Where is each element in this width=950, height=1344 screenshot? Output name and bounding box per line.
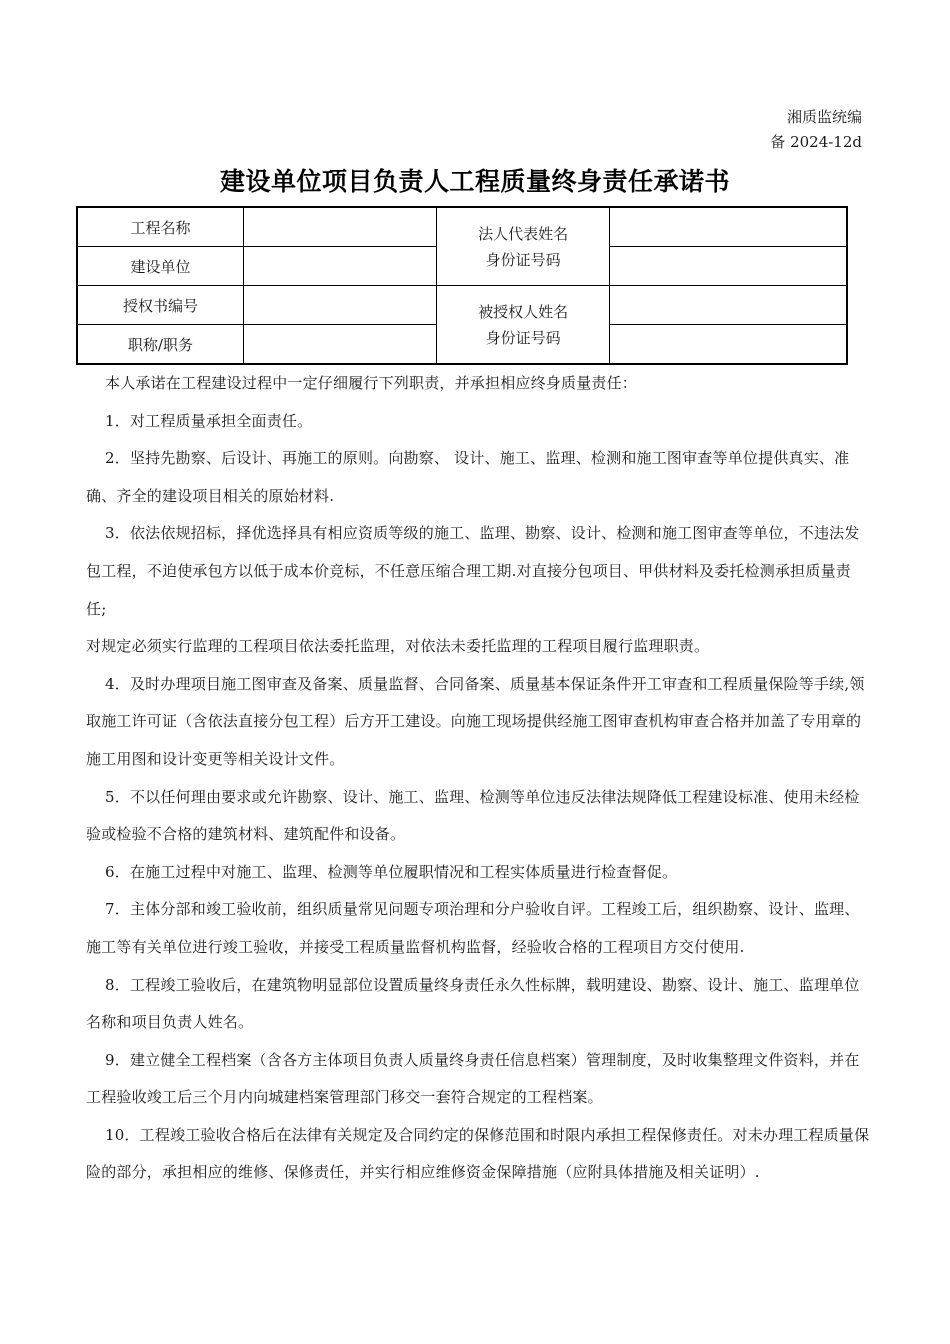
legal-rep-label-cell — [437, 207, 609, 286]
legal-rep-name-label: 法人代表姓名 — [478, 224, 569, 243]
intro-paragraph: 本人承诺在工程建设过程中一定仔细履行下列职责，并承担相应终身质量责任： — [105, 374, 638, 392]
page-title: 建设单位项目负责人工程质量终身责任承诺书 — [219, 167, 730, 196]
commitment-body — [86, 365, 870, 1192]
commitment-item-5: 5．不以任何理由要求或允许勘察、设计、施工、监理、检测等单位违反法律法规降低工程建设标准、使用未经检验或检验不合格的建筑材料、建筑配件和设备。 — [86, 787, 860, 844]
project-name-label: 工程名称 — [77, 207, 243, 247]
title-position-field[interactable] — [243, 325, 437, 365]
document-number-line2: 备 2024-12d — [770, 133, 862, 151]
commitment-item-10: 10．工程竣工验收合格后在法律有关规定及合同约定的保修范围和时限内承担工程保修责任。对未办理工程质量保险的部分，承担相应的维修、保修责任，并实行相应维修资金保障措施（应附具体措施及相关证明）. — [86, 1125, 870, 1182]
commitment-item-4: 4．及时办理项目施工图审查及备案、质量监督、合同备案、质量基本保证条件开工审查和工程质量保险等手续,领取施工许可证（含依法直接分包工程）后方开工建设。向施工现场提供经施工图审查机构审查合格并加盖了专用章的施工用图和设计变更等相关设计文件。 — [86, 674, 865, 768]
commitment-item-7: 7．主体分部和竣工验收前，组织质量常见问题专项治理和分户验收自评。工程竣工后，组织勘察、设计、监理、施工等有关单位进行竣工验收，并接受工程质量监督机构监督，经验收合格的工程项目方交付使用. — [86, 900, 860, 956]
commitment-item-6: 6．在施工过程中对施工、监理、检测等单位履职情况和工程实体质量进行检查督促。 — [105, 862, 678, 881]
commitment-item-3: 3．依法依规招标，择优选择具有相应资质等级的施工、监理、勘察、设计、检测和施工图审查等单位，不违法发包工程，不迫使承包方以低于成本价竞标，不任意压缩合理工期.对直接分包项目、甲供材料及委托检测承担质量责任; — [86, 524, 860, 618]
info-form-table — [76, 206, 848, 365]
commitment-item-2: 2．坚持先勘察、后设计、再施工的原则。向勘察、 设计、施工、监理、检测和施工图审查等单位提供真实、准确、齐全的建设项目相关的原始材料. — [86, 449, 850, 505]
document-number-line1: 湘质监统编 — [786, 108, 862, 126]
commitment-item-9: 9．建立健全工程档案（含各方主体项目负责人质量终身责任信息档案）管理制度，及时收集整理文件资料，并在工程验收竣工后三个月内向城建档案管理部门移交一套符合规定的工程档案。 — [86, 1050, 860, 1107]
auth-number-label: 授权书编号 — [77, 286, 243, 325]
authorized-id-label: 身份证号码 — [485, 328, 561, 347]
auth-number-field[interactable] — [243, 286, 437, 325]
commitment-item-3-continued: 对规定必须实行监理的工程项目依法委托监理，对依法未委托监理的工程项目履行监理职责。 — [86, 637, 710, 656]
construction-unit-field[interactable] — [243, 247, 437, 286]
commitment-item-8: 8．工程竣工验收后，在建筑物明显部位设置质量终身责任永久性标牌，载明建设、勘察、设计、施工、监理单位名称和项目负责人姓名。 — [86, 975, 860, 1032]
project-name-field[interactable] — [243, 207, 437, 247]
authorized-name-label: 被授权人姓名 — [478, 302, 569, 321]
legal-rep-id-field[interactable] — [609, 247, 847, 286]
title-position-label: 职称/职务 — [77, 325, 243, 365]
document-number — [770, 105, 862, 155]
authorized-name-field[interactable] — [609, 286, 847, 325]
legal-rep-id-label: 身份证号码 — [485, 250, 561, 269]
authorized-person-label-cell — [437, 286, 609, 365]
authorized-id-field[interactable] — [609, 325, 847, 365]
commitment-item-1: 1．对工程质量承担全面责任。 — [105, 411, 313, 430]
legal-rep-name-field[interactable] — [609, 207, 847, 247]
construction-unit-label: 建设单位 — [77, 247, 243, 286]
